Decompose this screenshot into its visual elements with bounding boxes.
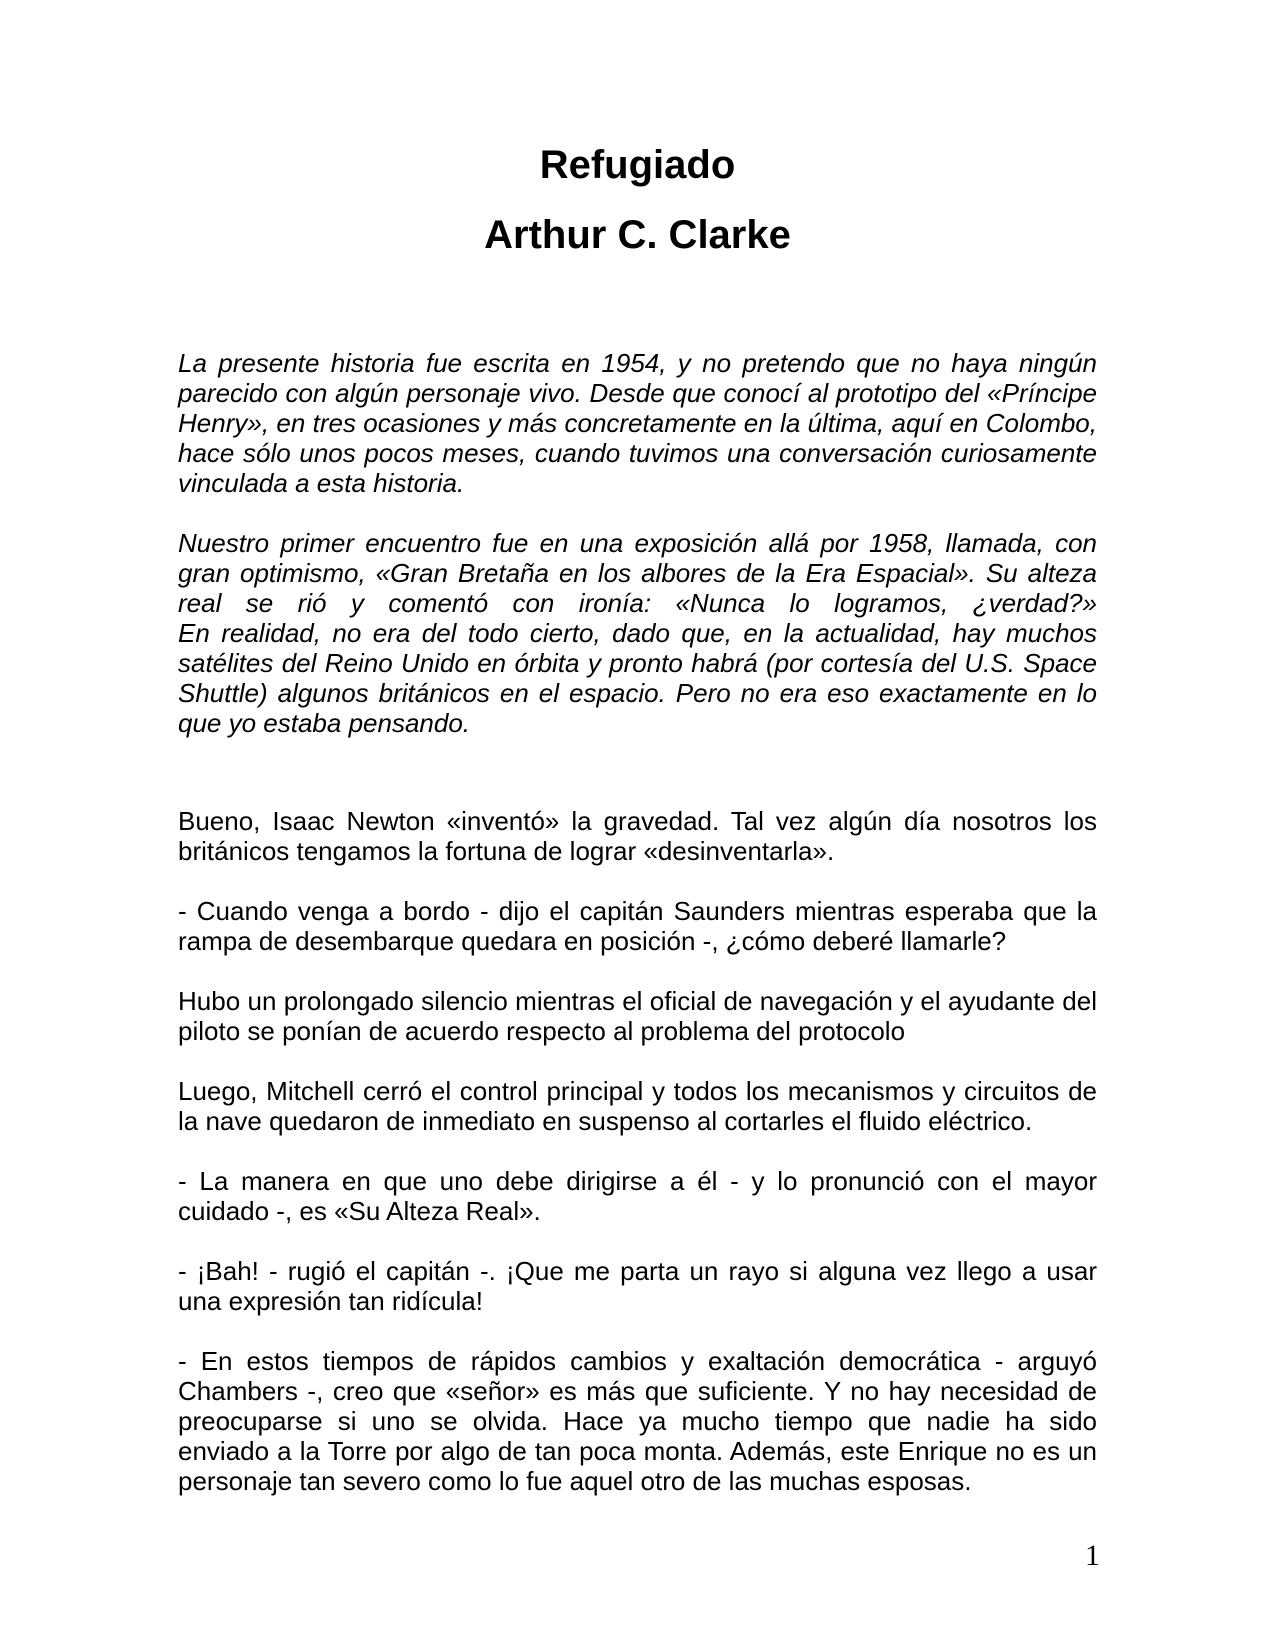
intro-section <box>178 348 1097 738</box>
story-paragraph-1: Bueno, Isaac Newton «inventó» la gravedad. Tal vez algún día nosotros los británicos tengamos la fortuna de lograr «desinventarla». <box>178 806 1097 866</box>
story-paragraph-3: Hubo un prolongado silencio mientras el oficial de navegación y el ayudante del piloto se ponían de acuerdo respecto al problema del protocolo <box>178 986 1097 1046</box>
intro-paragraph-2 <box>178 528 1097 738</box>
story-author: Arthur C. Clarke <box>484 213 791 257</box>
story-section <box>178 806 1097 1496</box>
intro-paragraph-2-segment-2: En realidad, no era del todo cierto, dado que, en la actualidad, hay muchos satélites del Reino Unido en órbita y pronto habrá (por cortesía del U.S. Space Shuttle) algunos británicos en el espacio. Pero no era eso exactamente en lo que yo estaba pensando. <box>178 618 1097 738</box>
page-number: 1 <box>1085 1539 1100 1572</box>
story-paragraph-4: Luego, Mitchell cerró el control principal y todos los mecanismos y circuitos de la nave quedaron de inmediato en suspenso al cortarles el fluido eléctrico. <box>178 1076 1097 1136</box>
story-paragraph-6: - ¡Bah! - rugió el capitán -. ¡Que me parta un rayo si alguna vez llego a usar una expresión tan ridícula! <box>178 1256 1097 1316</box>
intro-paragraph-2-segment-1: Nuestro primer encuentro fue en una exposición allá por 1958, llamada, con gran optimismo, «Gran Bretaña en los albores de la Era Espacial». Su alteza real se rió y comentó con ironía: «Nunca lo logramos, ¿verdad?» <box>178 528 1097 618</box>
intro-paragraph-1: La presente historia fue escrita en 1954, y no pretendo que no haya ningún parecido con algún personaje vivo. Desde que conocí al prototipo del «Príncipe Henry», en tres ocasiones y más concretamente en la última, aquí en Colombo, hace sólo unos pocos meses, cuando tuvimos una conversación curiosamente vinculada a esta historia. <box>178 348 1097 498</box>
story-title: Refugiado <box>539 143 736 187</box>
story-paragraph-5: - La manera en que uno debe dirigirse a él - y lo pronunció con el mayor cuidado -, es «Su Alteza Real». <box>178 1166 1097 1226</box>
story-paragraph-2: - Cuando venga a bordo - dijo el capitán Saunders mientras esperaba que la rampa de desembarque quedara en posición -, ¿cómo deberé llamarle? <box>178 896 1097 956</box>
story-paragraph-7: - En estos tiempos de rápidos cambios y exaltación democrática - arguyó Chambers -, creo que «señor» es más que suficiente. Y no hay necesidad de preocuparse si uno se olvida. Hace ya mucho tiempo que nadie ha sido enviado a la Torre por algo de tan poca monta. Además, este Enrique no es un personaje tan severo como lo fue aquel otro de las muchas esposas. <box>178 1346 1097 1496</box>
